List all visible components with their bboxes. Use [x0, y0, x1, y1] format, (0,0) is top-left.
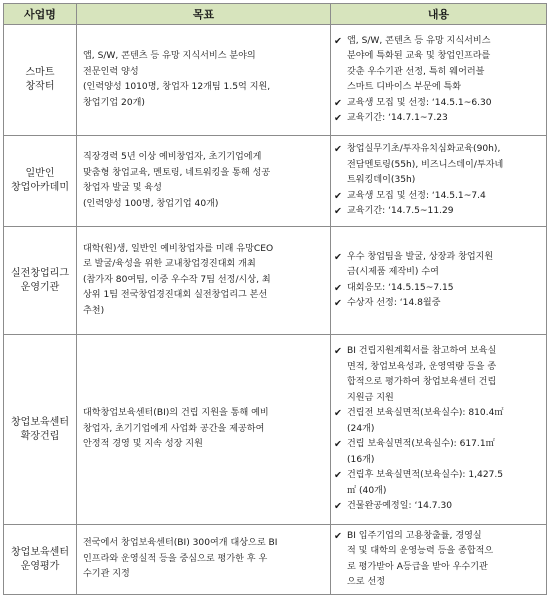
content-line: 분야에 특화된 교육 및 창업인프라를: [347, 51, 491, 61]
content-cell: [331, 136, 547, 227]
goal-line: 추천): [83, 305, 105, 316]
business-name-cell: [4, 335, 77, 525]
goal-line: (참가자 80여팀, 이중 우수작 7팀 선정/시상, 최: [83, 274, 271, 285]
content-line: 건립후 보육실면적(보육실수): 1,427.5: [347, 470, 504, 481]
business-name-line: 스마트: [25, 67, 55, 78]
content-line: 교육기간: ‘14.7.1~7.23: [347, 113, 448, 123]
content-item: [334, 499, 542, 515]
content-line: 로 평가받아 A등급을 받아 우수기관: [347, 561, 488, 572]
header-goal: 목표: [77, 4, 331, 25]
content-item: [334, 34, 542, 96]
goal-line: 수기관 지정: [83, 569, 130, 580]
content-line: 교육기간: ‘14.7.5~11.29: [347, 206, 454, 217]
header-name: 사업명: [4, 4, 77, 25]
content-line: (24개): [347, 423, 375, 434]
content-item: [334, 296, 542, 312]
content-item: [334, 281, 542, 297]
content-item: [334, 189, 542, 205]
content-item-text: [347, 96, 542, 112]
content-line: 창업실무기초/투자유치심화교육(90h),: [347, 144, 501, 155]
content-item-text: [347, 468, 542, 499]
goal-line: 앱, S/W, 콘텐츠 등 유망 지식서비스 분야의: [83, 51, 256, 61]
check-icon: ✔: [334, 501, 342, 513]
goal-line: 인프라와 운영실적 등을 중심으로 평가한 후 우: [83, 553, 268, 564]
content-cell: [331, 227, 547, 335]
business-name-cell: [4, 25, 77, 136]
business-name-line: 운영평가: [20, 560, 60, 572]
content-item: [334, 437, 542, 468]
content-item: [334, 204, 542, 220]
goal-cell: [77, 136, 331, 227]
content-item-text: [347, 250, 542, 281]
check-icon: ✔: [334, 530, 342, 542]
header-content: 내용: [331, 4, 547, 25]
content-line: 트워킹데이(35h): [347, 175, 416, 186]
content-line: 금(시제품 제작비) 수여: [347, 267, 439, 277]
business-name-cell: [4, 525, 77, 595]
goal-line: 창업자, 초기기업에게 사업화 공간을 제공하여: [83, 423, 265, 434]
content-cell: [331, 25, 547, 136]
check-icon: ✔: [334, 439, 342, 451]
table-row: [4, 335, 547, 525]
content-item-text: [347, 437, 542, 468]
content-line: 건물완공예정일: ‘14.7.30: [347, 501, 453, 512]
content-line: 우수 창업팀을 발굴, 상장과 창업지원: [347, 251, 494, 262]
goal-line: 전국에서 창업보육센터(BI) 300여개 대상으로 BI: [83, 538, 278, 549]
table-row: [4, 136, 547, 227]
content-line: BI 입주기업의 고용창출률, 경영실: [347, 530, 482, 541]
business-name-line: 창업보육센터: [11, 546, 69, 558]
goal-line: (인력양성 1010명, 창업자 12개팀 1.5억 지원,: [83, 82, 271, 92]
content-line: 교육생 모집 및 선정: ‘14.5.1~7.4: [347, 190, 486, 201]
goal-line: 상위 1팀 전국창업경진대회 실전창업리그 본선: [83, 290, 268, 301]
check-icon: ✔: [334, 470, 342, 482]
business-name-line: 창업보육센터: [11, 416, 69, 428]
content-item-text: [347, 296, 542, 312]
content-line: 갖춘 우수기관 선정, 특히 웨어러블: [347, 66, 485, 77]
content-line: 적 및 대학의 운영능력 등을 종합적으: [347, 546, 494, 556]
check-icon: ✔: [334, 97, 342, 109]
goal-line: 안정적 경영 및 지속 성장 지원: [83, 439, 203, 450]
goal-line: 로 발굴/육성을 위한 교내창업경진대회 개최: [83, 259, 256, 270]
content-item-text: [347, 111, 542, 127]
content-line: 앱, S/W, 콘텐츠 등 유망 지식서비스: [347, 35, 491, 46]
content-line: BI 건립지원계획서를 참고하여 보육실: [347, 346, 497, 357]
content-item: [334, 142, 542, 189]
content-item: [334, 96, 542, 112]
content-line: 수상자 선정: ‘14.8월중: [347, 298, 441, 308]
goal-line: 전문인력 양성: [83, 66, 139, 77]
content-line: 건립 보육실면적(보육실수): 617.1㎡: [347, 439, 495, 450]
check-icon: ✔: [334, 144, 342, 156]
business-name-line: 확장건립: [20, 430, 60, 442]
business-name-cell: [4, 227, 77, 335]
check-icon: ✔: [334, 113, 342, 124]
content-line: 교육생 모집 및 선정: ‘14.5.1~6.30: [347, 97, 492, 108]
check-icon: ✔: [334, 206, 342, 218]
content-line: 스마트 디바이스 부문에 특화: [347, 82, 462, 92]
content-item-text: [347, 189, 542, 205]
content-line: 면적, 창업보육성과, 운영역량 등을 종: [347, 361, 497, 372]
goal-line: 창업자 발굴 및 육성: [83, 183, 162, 193]
goal-line: 직장경력 5년 이상 예비창업자, 초기기업에게: [83, 152, 262, 162]
check-icon: ✔: [334, 298, 342, 309]
table-row: [4, 525, 547, 595]
content-item-text: [347, 406, 542, 437]
content-line: (16개): [347, 454, 375, 465]
business-name-line: 창작터: [25, 81, 55, 92]
content-line: 으로 선정: [347, 577, 386, 587]
check-icon: ✔: [334, 408, 342, 420]
check-icon: ✔: [334, 35, 342, 47]
table-row: [4, 227, 547, 335]
content-item-text: [347, 204, 542, 220]
goal-line: 맞춤형 창업교육, 멘토링, 네트워킹을 통해 성공: [83, 167, 271, 178]
business-name-line: 창업아카데미: [11, 182, 69, 193]
content-item-text: [347, 281, 542, 297]
content-line: ㎡ (40개): [347, 485, 387, 496]
content-line: 합적으로 평가하여 창업보육센터 건립: [347, 377, 497, 388]
content-item-text: [347, 344, 542, 406]
content-item-text: [347, 529, 542, 591]
content-line: 건립전 보육실면적(보육실수): 810.4㎡: [347, 408, 504, 419]
goal-line: 창업기업 20개): [83, 97, 145, 108]
table-row: [4, 25, 547, 136]
content-item: [334, 250, 542, 281]
goal-cell: [77, 25, 331, 136]
check-icon: ✔: [334, 251, 342, 263]
content-item: [334, 111, 542, 127]
content-cell: [331, 335, 547, 525]
table-header-row: [4, 4, 547, 25]
business-name-line: 실전창업리그: [11, 267, 69, 279]
content-line: 대회응모: ‘14.5.15~7.15: [347, 282, 454, 293]
content-item: [334, 344, 542, 406]
goal-line: (인력양성 100명, 창업기업 40개): [83, 198, 219, 209]
goal-line: 대학창업보육센터(BI)의 건립 지원을 통해 예비: [83, 408, 269, 419]
goal-cell: [77, 525, 331, 595]
check-icon: ✔: [334, 190, 342, 202]
content-line: 전담멘토링(55h), 비즈니스데이/투자네: [347, 159, 504, 170]
content-item: [334, 406, 542, 437]
business-name-line: 일반인: [25, 168, 55, 179]
business-name-line: 운영기관: [20, 281, 60, 293]
check-icon: ✔: [334, 282, 342, 294]
check-icon: ✔: [334, 346, 342, 358]
content-item-text: [347, 499, 542, 515]
content-line: 지원금 지원: [347, 392, 394, 403]
content-item-text: [347, 34, 542, 96]
content-item: [334, 468, 542, 499]
goal-line: 대학(원)생, 일반인 예비창업자를 미래 유망CEO: [83, 243, 274, 254]
business-name-cell: [4, 136, 77, 227]
business-table: [3, 3, 547, 595]
goal-cell: [77, 335, 331, 525]
content-item: [334, 529, 542, 591]
content-cell: [331, 525, 547, 595]
goal-cell: [77, 227, 331, 335]
content-item-text: [347, 142, 542, 189]
